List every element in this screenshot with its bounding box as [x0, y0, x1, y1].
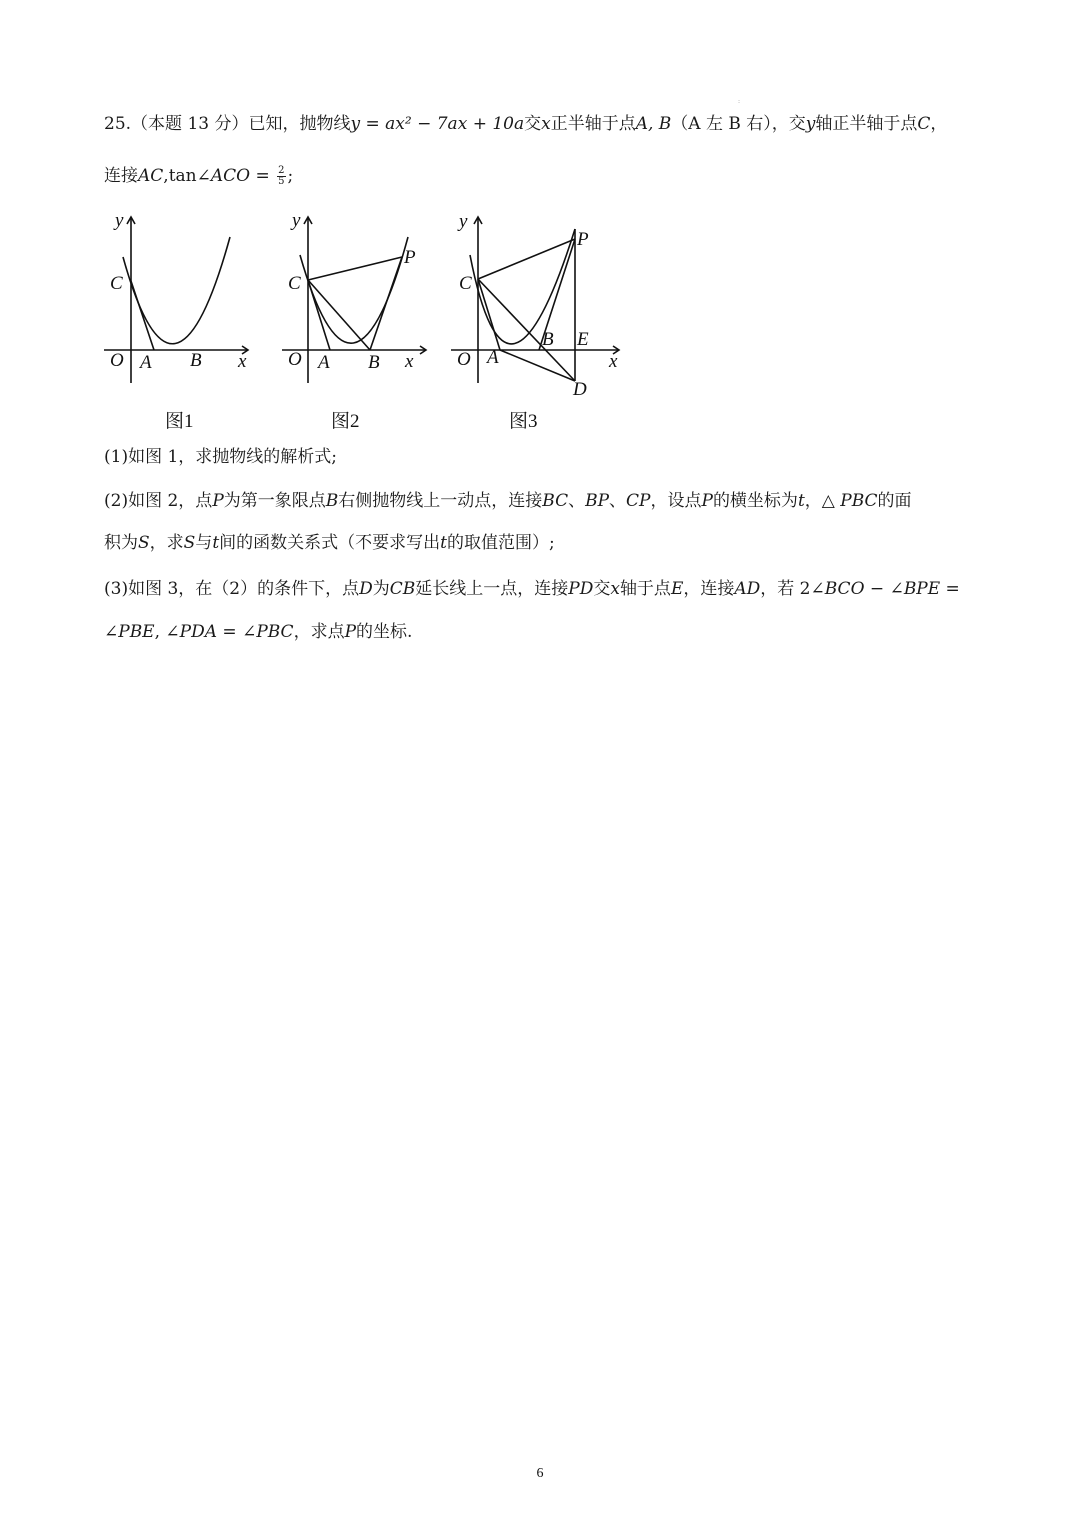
page-number: 6: [536, 1466, 544, 1481]
label-B: B: [368, 352, 380, 373]
segment-AD: [500, 350, 575, 381]
math-variable: P: [344, 622, 357, 642]
fraction-two-fifths: $\frac{2}{5}$: [278, 165, 285, 187]
label-A: A: [487, 347, 499, 368]
math-variable: B: [325, 491, 339, 511]
question-text: (3)如图 3，在（2）的条件下，点: [104, 579, 360, 599]
question-text: ，求: [149, 533, 184, 553]
question-text: 为第一象限点: [223, 491, 326, 511]
label-E: E: [577, 329, 589, 350]
figure-3: [447, 205, 627, 405]
question-text: 为: [372, 579, 390, 599]
label-C: C: [288, 273, 301, 294]
label-y: y: [459, 211, 468, 232]
question-text: − ∠: [864, 579, 904, 599]
label-D: D: [573, 379, 587, 400]
math-variable: t: [212, 533, 220, 553]
label-C: C: [110, 273, 123, 294]
question-text: 、: [609, 491, 627, 511]
math-variable: PBE: [118, 622, 155, 642]
question-2-line-1: [104, 490, 912, 512]
segment-AC: [131, 281, 154, 350]
label-x: x: [609, 351, 618, 372]
label-A: A: [318, 352, 330, 373]
math-variable: CP: [626, 491, 651, 511]
math-variable: S: [138, 533, 150, 553]
figure-3-caption: 图3: [509, 411, 538, 432]
question-text: ，求点: [293, 622, 345, 642]
question-text: ，△: [804, 491, 841, 511]
problem-line-1: 25.（本题 13 分）已知，抛物线y = ax² − 7ax + 10a交x正半轴于点A, B（A 左 B 右），交y轴正半轴于点C，: [104, 114, 948, 134]
segment-BC: [308, 280, 370, 350]
scan-speck: :: [738, 98, 741, 105]
math-variable: BCO: [824, 579, 865, 599]
math-variable: BP: [585, 491, 610, 511]
label-O: O: [288, 349, 302, 370]
question-text: 的取值范围）;: [447, 533, 555, 553]
question-text: ，连接: [683, 579, 735, 599]
label-x: x: [405, 351, 414, 372]
question-text: 轴于点: [619, 579, 671, 599]
math-variable: PD: [568, 579, 594, 599]
figure-2-caption: 图2: [331, 411, 360, 432]
question-2-line-2: [104, 532, 555, 554]
figure-1-caption: 图1: [165, 411, 194, 432]
label-y: y: [115, 210, 124, 231]
math-variable: P: [701, 491, 713, 511]
math-variable: t: [797, 491, 805, 511]
question-text: 积为: [104, 533, 138, 553]
question-text: 与: [195, 533, 213, 553]
question-text: 的横坐标为: [712, 491, 798, 511]
segment-CP: [308, 257, 402, 280]
question-text: 间的函数关系式（不要求写出: [219, 533, 441, 553]
question-text: 的面: [877, 491, 912, 511]
segment-AC: [308, 280, 330, 350]
math-variable: S: [183, 533, 196, 553]
problem-number: 25: [104, 114, 126, 134]
segment-BP: [370, 257, 402, 350]
math-variable: AD: [734, 579, 761, 599]
math-variable: E: [670, 579, 684, 599]
label-C: C: [459, 273, 472, 294]
score-note: （本题 13 分）: [131, 114, 249, 134]
figure-1: [100, 205, 260, 385]
label-x: x: [238, 351, 247, 372]
question-text: = ∠: [217, 622, 257, 642]
label-y: y: [292, 210, 301, 231]
question-text: 的坐标.: [356, 622, 413, 642]
label-O: O: [110, 350, 124, 371]
math-variable: PBC: [256, 622, 294, 642]
math-variable: D: [359, 579, 373, 599]
figure-2: [278, 205, 438, 385]
label-O: O: [457, 349, 471, 370]
math-variable: BPE: [903, 579, 941, 599]
question-text: 交: [593, 579, 611, 599]
question-text: ∠: [104, 622, 119, 642]
problem-line-2: 连接AC,tan∠ACO = $\frac{2}{5}$ ;: [104, 165, 294, 187]
question-text: 右侧抛物线上一动点，连接: [338, 491, 543, 511]
label-A: A: [140, 352, 152, 373]
label-B: B: [542, 329, 554, 350]
question-1: (1)如图 1，求抛物线的解析式;: [104, 447, 338, 467]
label-B: B: [190, 350, 202, 371]
question-text: 延长线上一点，连接: [415, 579, 569, 599]
parabola-equation: y = ax² − 7ax + 10a: [350, 114, 525, 134]
math-variable: PDA: [179, 622, 218, 642]
math-variable: PBC: [840, 491, 878, 511]
math-variable: CB: [389, 579, 416, 599]
question-text: 、: [568, 491, 586, 511]
math-variable: x: [610, 579, 620, 599]
question-3-line-2: [104, 621, 412, 643]
math-variable: P: [212, 491, 224, 511]
question-text: , ∠: [154, 622, 180, 642]
question-text: =: [940, 579, 960, 599]
label-P: P: [577, 229, 589, 250]
math-variable: t: [440, 533, 447, 553]
question-text: ，设点: [650, 491, 702, 511]
question-3-line-1: [104, 578, 960, 600]
question-text: ，若 2∠: [760, 579, 825, 599]
label-P: P: [404, 247, 416, 268]
math-variable: BC: [542, 491, 569, 511]
parabola-curve: [123, 237, 230, 344]
question-text: (2)如图 2，点: [104, 491, 213, 511]
